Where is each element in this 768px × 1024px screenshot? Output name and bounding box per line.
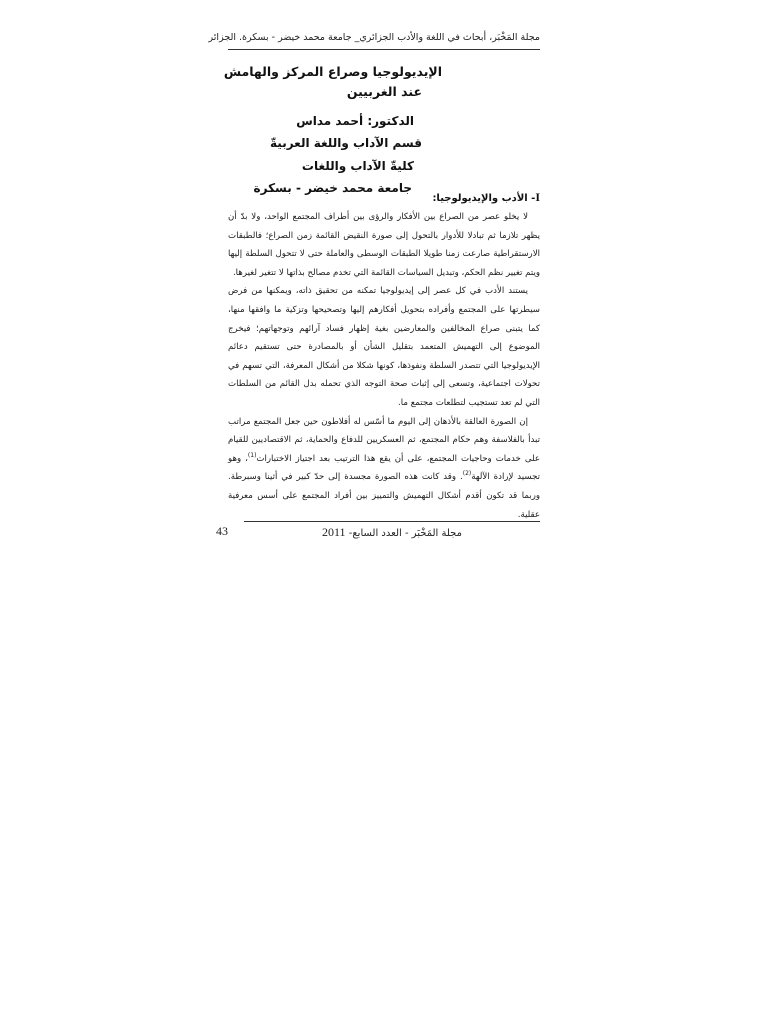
university: جامعة محمد خيضر - بسكرة — [253, 181, 412, 195]
paragraph-1: لا يخلو عصر من الصراع بين الأفكار والرؤى بين أطراف المجتمع الواحد، ولا بدّ أن يظهر تلازما ثم تبادلا للأدوار بالتحول إلى صورة النقيض القائمة زمن الصراع؛ فالطبقات الارستقراطية صارعت زمنا طويلا الطبقات الوسطى والعاملة حتى لا تتحول السلطة إليها ويتم تغيير نظم الحكم، وتبديل السياسات القائمة التي تخدم مصالح بذاتها لا تتغير لغيرها. — [228, 212, 540, 278]
article-title-line1: الإيديولوجيا وصراع المركز والهامش — [223, 64, 442, 79]
section-title: - الأدب والإيديولوجيا: — [432, 193, 536, 204]
department: قسم الآداب واللغة العربيةّ — [270, 136, 422, 150]
article-body — [228, 208, 540, 524]
article-title-line2: عند الغربيين — [346, 84, 422, 99]
footnote-ref-2: (2) — [462, 470, 472, 478]
footer-journal — [244, 525, 540, 540]
section-heading — [228, 190, 540, 205]
section-number: I — [535, 190, 540, 204]
author-name: الدكتور: أحمد مداس — [296, 114, 414, 128]
paragraph-3-text-a: إن الصورة العالقة بالأذهان إلى اليوم ما أسّس له أفلاطون حين جعل المجتمع مراتب تبدأ بالفلاسفة وهم حكام المجتمع، ثم العسكريين للدفاع والحماية، ثم الاقتصاديين للقيام على خدمات وحاجيات المجتمع، على أن يقع هذا الترتيب بعد اجتياز الاختبارات — [228, 416, 540, 464]
footer-journal-issue: مجلة المَخْبَر - العدد السابع- — [348, 528, 462, 539]
paragraph-3-text-c: . وقد كانت هذه الصورة مجسدة إلى حدّ كبير في أثينا وسبرطة. وربما قد تكون أقدم أشكال التهميش والتمييز بين أفراد المجتمع على أسس معرفية عقلية. — [228, 472, 540, 520]
running-head: مجلة المَخْبَر، أبحاث في اللغة والأدب الجزائري_ جامعة محمد خيضر - بسكرة. الجزائر — [208, 32, 540, 43]
footer-rule — [244, 521, 540, 522]
footer-year: 2011 — [321, 525, 346, 539]
paragraph-3-text-b: ، وهو تجسيد لإرادة الآلهة — [228, 453, 541, 483]
header-rule — [228, 49, 540, 50]
paragraph-3 — [228, 413, 540, 525]
faculty: كليةّ الآداب واللغات — [301, 159, 414, 173]
paragraph-2: يستند الأدب في كل عصر إلى إيديولوجيا تمكنه من تحقيق ذاته، ويمكنها من فرض سيطرتها على المجتمع وأفراده بتحويل أفكارهم إليها وتصحيحها وتزكية ما وافقها منها، كما يتبنى صراع المخالفين والمعارضين بغية إظهار فساد آرائهم وتوجهاتهم؛ فيخرج الموضوع إلى التهميش المتعمد بتقليل الشأن أو بالمصادرة حتى تستقيم دعائم الإيديولوجيا التي تتصدر السلطة ونفوذها، كونها شكلا من أشكال المعرفة، التي تسهم في تحولات اجتماعية، وتسعى إلى إثبات صحة التوجه الذي تحمله بدل القائم من السلطات التي لم تعد تستجيب لتطلعات مجتمع ما. — [228, 286, 540, 408]
footnote-ref-1: (1) — [247, 451, 257, 459]
page-number: 43 — [216, 524, 228, 538]
